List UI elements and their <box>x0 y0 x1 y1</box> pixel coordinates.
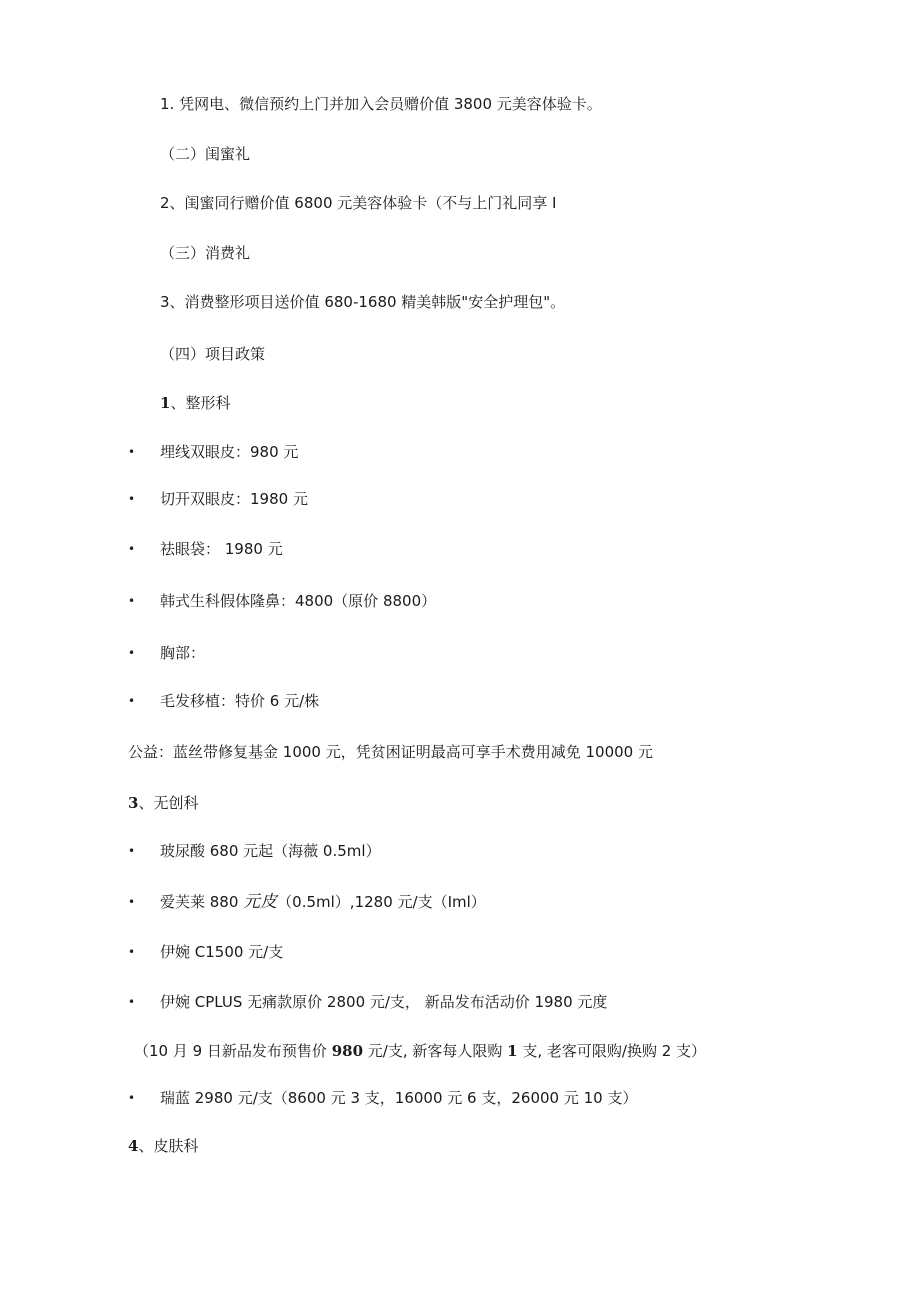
section-heading-project-policy: （四）项目政策 <box>160 345 266 363</box>
list-item: 切开双眼皮：1980 元 <box>160 490 308 508</box>
list-item: 伊婉 C1500 元/支 <box>160 943 284 961</box>
list-item: 埋线双眼皮：980 元 <box>160 443 299 461</box>
gift-line-3: 3、消费整形项目送价值 680-1680 精美韩版"安全护理包"。 <box>160 293 566 311</box>
section-heading-bestie-gift: （二）闺蜜礼 <box>160 145 251 163</box>
bullet-marker: • <box>128 844 136 858</box>
bullet-marker: • <box>128 945 136 959</box>
subheading-dermatology: 4、皮肤科 <box>128 1137 199 1155</box>
bullet-marker: • <box>128 492 136 506</box>
bullet-marker: • <box>128 694 136 708</box>
subheading-plastic-surgery: 1、整形科 <box>160 394 231 412</box>
section-heading-consumption-gift: （三）消费礼 <box>160 244 251 262</box>
bullet-marker: • <box>128 542 136 556</box>
bullet-marker: • <box>128 445 136 459</box>
bullet-marker: • <box>128 646 136 660</box>
presale-note: （10 月 9 日新品发布预售价 980 元/支, 新客每人限购 1 支, 老客可限购/换购 2 支） <box>134 1042 707 1060</box>
list-item: 玻尿酸 680 元起（海薇 0.5ml） <box>160 842 381 860</box>
bullet-marker: • <box>128 594 136 608</box>
subheading-noninvasive: 3、无创科 <box>128 794 199 812</box>
gift-line-1: 1. 凭网电、微信预约上门并加入会员赠价值 3800 元美容体验卡。 <box>160 95 602 113</box>
bullet-marker: • <box>128 995 136 1009</box>
list-item: 韩式生科假体隆鼻：4800（原价 8800） <box>160 592 437 610</box>
list-item: 瑞蓝 2980 元/支（8600 元 3 支，16000 元 6 支，26000 元 10 支） <box>160 1089 638 1107</box>
bullet-marker: • <box>128 895 136 909</box>
list-item: 毛发移植：特价 6 元/株 <box>160 692 320 710</box>
gift-line-2: 2、闺蜜同行赠价值 6800 元美容体验卡（不与上门礼同享 I <box>160 194 557 212</box>
list-item: 伊婉 CPLUS 无痛款原价 2800 元/支， 新品发布活动价 1980 元度 <box>160 993 608 1011</box>
charity-line: 公益：蓝丝带修复基金 1000 元，凭贫困证明最高可享手术费用减免 10000 元 <box>128 743 653 761</box>
bullet-marker: • <box>128 1091 136 1105</box>
list-item: 胸部： <box>160 644 206 662</box>
list-item: 爱芙莱 880 元皮（0.5ml）,1280 元/支（Iml） <box>160 892 486 912</box>
list-item: 祛眼袋： 1980 元 <box>160 540 283 558</box>
